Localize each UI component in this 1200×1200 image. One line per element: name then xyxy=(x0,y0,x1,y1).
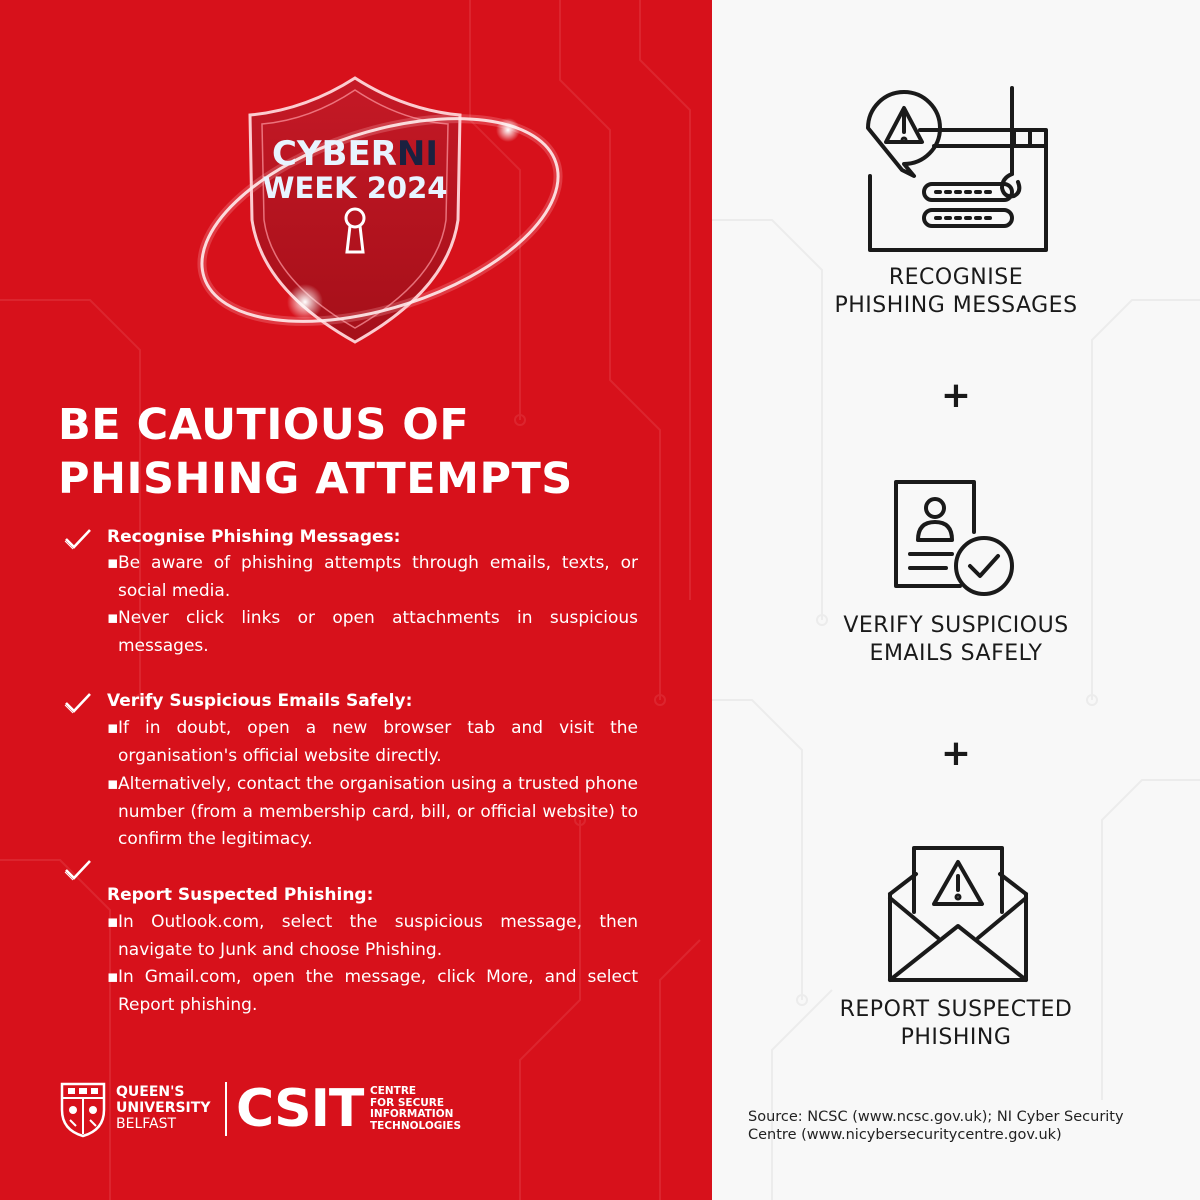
svg-text:CYBERNI xyxy=(272,134,438,174)
shield-icon xyxy=(190,70,570,350)
checkmark-icon xyxy=(64,528,92,550)
logo-cyber: CYBER xyxy=(271,134,397,174)
csit-logo: CSIT xyxy=(236,1079,364,1139)
cyberni-shield-logo xyxy=(190,70,570,350)
list-item: ▪ If in doubt, open a new browser tab and visit the organisation's official website directly. xyxy=(107,715,638,770)
checkmark-icon xyxy=(64,859,92,881)
report-label: REPORT SUSPECTED PHISHING xyxy=(839,997,1073,1050)
list-item: ▪ In Outlook.com, select the suspicious message, then navigate to Junk and choose Phishing. xyxy=(107,909,638,964)
verified-id-icon xyxy=(890,478,1020,598)
right-panel xyxy=(712,0,1200,1200)
logo-divider xyxy=(225,1082,227,1136)
section-title: Verify Suspicious Emails Safely: xyxy=(107,691,413,711)
list-item: ▪ Never click links or open attachments in suspicious messages. xyxy=(107,605,638,660)
checkmark-icon xyxy=(64,692,92,714)
list-item: ▪ Be aware of phishing attempts through emails, texts, or social media. xyxy=(107,550,638,605)
bullet-icon: ▪ xyxy=(107,608,119,628)
recognise-label: RECOGNISE PHISHING MESSAGES xyxy=(834,265,1078,318)
list-item: ▪ In Gmail.com, open the message, click More, and select Report phishing. xyxy=(107,964,638,1019)
phishing-hook-icon xyxy=(862,84,1052,254)
qub-name: QUEEN'S UNIVERSITY BELFAST xyxy=(116,1084,211,1132)
title-line-1: BE CAUTIOUS OF xyxy=(58,400,470,450)
bullet-icon: ▪ xyxy=(107,774,119,794)
bullet-icon: ▪ xyxy=(107,553,119,573)
plus-icon: + xyxy=(940,375,972,416)
page-title xyxy=(58,398,678,506)
section-title: Recognise Phishing Messages: xyxy=(107,527,401,547)
csit-fullname: CENTRE FOR SECURE INFORMATION TECHNOLOGIES xyxy=(370,1085,462,1132)
bullet-icon: ▪ xyxy=(107,718,119,738)
warning-envelope-icon xyxy=(886,842,1030,984)
bullet-icon: ▪ xyxy=(107,912,119,932)
logo-week: WEEK 2024 xyxy=(262,171,448,205)
bullet-icon: ▪ xyxy=(107,967,119,987)
title-line-2: PHISHING ATTEMPTS xyxy=(58,454,573,504)
qub-crest-icon xyxy=(58,1080,108,1138)
source-citation: Source: NCSC (www.ncsc.gov.uk); NI Cyber Security Centre (www.nicybersecuritycentre.gov.uk) xyxy=(748,1109,1124,1143)
logo-ni: NI xyxy=(396,134,439,174)
list-item: ▪ Alternatively, contact the organisation using a trusted phone number (from a membership card, bill, or official website) to confirm the legitimacy. xyxy=(107,771,638,854)
footer-logos xyxy=(58,1080,518,1140)
section-title: Report Suspected Phishing: xyxy=(107,885,374,905)
plus-icon: + xyxy=(940,733,972,774)
verify-label: VERIFY SUSPICIOUS EMAILS SAFELY xyxy=(843,613,1069,666)
